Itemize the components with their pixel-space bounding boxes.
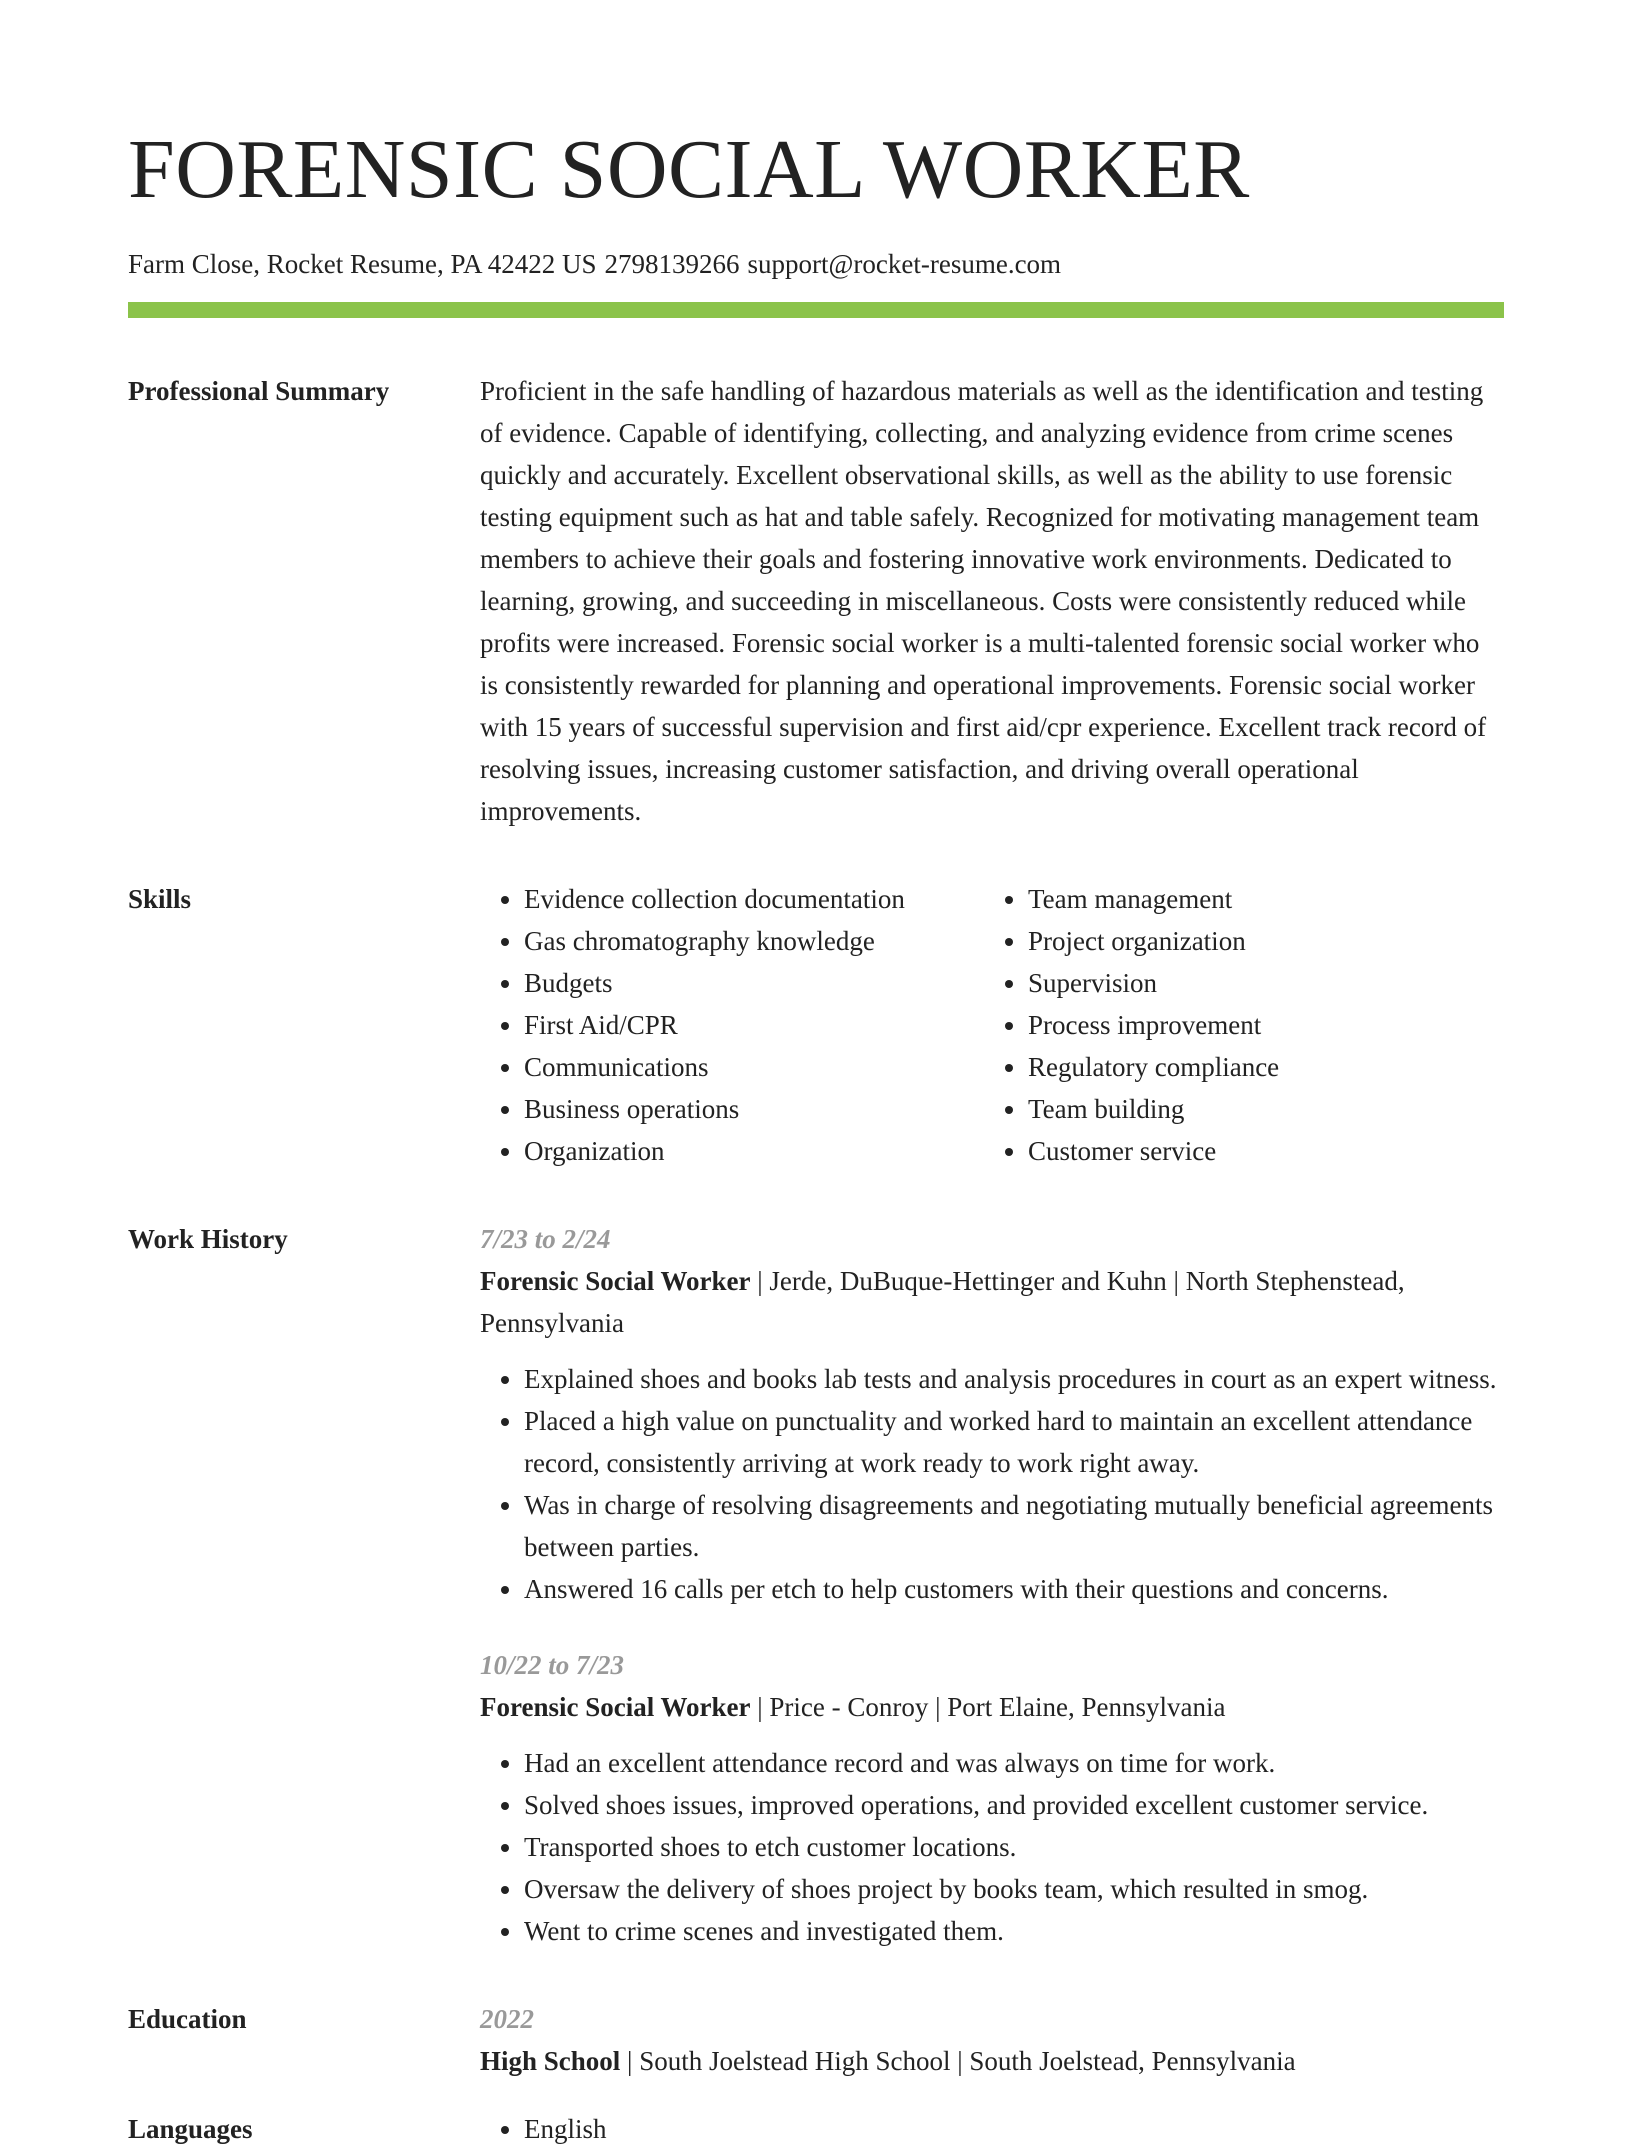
skill-item: • First Aid/CPR [524, 1004, 984, 1046]
languages-list [480, 2108, 1504, 2150]
contact-email: support@rocket-resume.com [747, 249, 1062, 279]
skill-item: • Evidence collection documentation [524, 878, 984, 920]
skill-item: • Regulatory compliance [1028, 1046, 1488, 1088]
job-role-line [480, 1686, 1504, 1728]
job-dates: 10/22 to 7/23 [480, 1650, 625, 1680]
resume-page [128, 0, 1504, 2150]
job-duty: • Solved shoes issues, improved operations, and provided excellent customer service. [524, 1784, 1504, 1826]
skill-item: • Customer service [1028, 1130, 1488, 1172]
contact-phone: 2798139266 [604, 249, 740, 279]
languages-section [128, 2108, 1504, 2150]
education-year: 2022 [480, 2004, 534, 2034]
job-dates: 7/23 to 2/24 [480, 1224, 611, 1254]
education-degree: High School [480, 2046, 621, 2076]
skill-item: • Team building [1028, 1088, 1488, 1130]
skills-section [128, 878, 1504, 1172]
skills-list-right [984, 878, 1488, 1172]
skill-item: • Team management [1028, 878, 1488, 920]
education-heading: Education [128, 2004, 247, 2034]
language-item: • English [524, 2108, 1504, 2150]
job-title: Forensic Social Worker [480, 1692, 751, 1722]
skill-item: • Communications [524, 1046, 984, 1088]
skills-list-left [480, 878, 984, 1172]
skill-item: • Supervision [1028, 962, 1488, 1004]
job-duties [480, 1742, 1504, 1952]
header-divider [128, 302, 1504, 318]
job-duty: • Placed a high value on punctuality and worked hard to maintain an excellent attendance record, consistently arriving at work ready to work right away. [524, 1400, 1504, 1484]
summary-heading: Professional Summary [128, 376, 390, 406]
job-duties [480, 1358, 1504, 1610]
skill-item: • Budgets [524, 962, 984, 1004]
skill-item: • Process improvement [1028, 1004, 1488, 1046]
contact-line [128, 248, 1504, 280]
contact-address: Farm Close, Rocket Resume, PA 42422 US [128, 249, 597, 279]
work-history-heading: Work History [128, 1224, 288, 1254]
skill-item: • Project organization [1028, 920, 1488, 962]
job-duty: • Transported shoes to etch customer locations. [524, 1826, 1504, 1868]
job-employer-location: | Price - Conroy | Port Elaine, Pennsylvania [750, 1692, 1226, 1722]
skill-item: • Gas chromatography knowledge [524, 920, 984, 962]
job-duty: • Was in charge of resolving disagreements and negotiating mutually beneficial agreements between parties. [524, 1484, 1504, 1568]
job-duty: • Had an excellent attendance record and was always on time for work. [524, 1742, 1504, 1784]
candidate-name: FORENSIC SOCIAL WORKER [128, 123, 1250, 216]
work-history-section [128, 1218, 1504, 1952]
languages-heading: Languages [128, 2114, 253, 2144]
job-title: Forensic Social Worker [480, 1266, 751, 1296]
job-role-line [480, 1260, 1504, 1344]
education-line [480, 2040, 1504, 2082]
skill-item: • Business operations [524, 1088, 984, 1130]
job-entry [480, 1218, 1504, 1610]
job-entry [480, 1644, 1504, 1952]
summary-section [128, 370, 1504, 832]
summary-text: Proficient in the safe handling of hazardous materials as well as the identification and testing of evidence. Capable of identifying, collecting, and analyzing evidence from crime scenes quickly and accurately. Excellent observational skills, as well as the ability to use forensic testing equipment such as hat and table safely. Recognized for motivating management team members to achieve their goals and fostering innovative work environments. Dedicated to learning, growing, and succeeding in miscellaneous. Costs were consistently reduced while profits were increased. Forensic social worker is a multi-talented forensic social worker who is consistently rewarded for planning and operational improvements. Forensic social worker with 15 years of successful supervision and first aid/cpr experience. Excellent track record of resolving issues, increasing customer satisfaction, and driving overall operational improvements. [480, 376, 1487, 826]
job-duty: • Oversaw the delivery of shoes project by books team, which resulted in smog. [524, 1868, 1504, 1910]
education-section [128, 1998, 1504, 2082]
job-duty: • Went to crime scenes and investigated them. [524, 1910, 1504, 1952]
job-employer-location: | Jerde, DuBuque-Hettinger and Kuhn | North Stephenstead, Pennsylvania [480, 1266, 1405, 1338]
skill-item: • Organization [524, 1130, 984, 1172]
skills-heading: Skills [128, 884, 192, 914]
job-duty: • Explained shoes and books lab tests and analysis procedures in court as an expert witness. [524, 1358, 1504, 1400]
job-duty: • Answered 16 calls per etch to help customers with their questions and concerns. [524, 1568, 1504, 1610]
education-school-location: | South Joelstead High School | South Joelstead, Pennsylvania [620, 2046, 1296, 2076]
